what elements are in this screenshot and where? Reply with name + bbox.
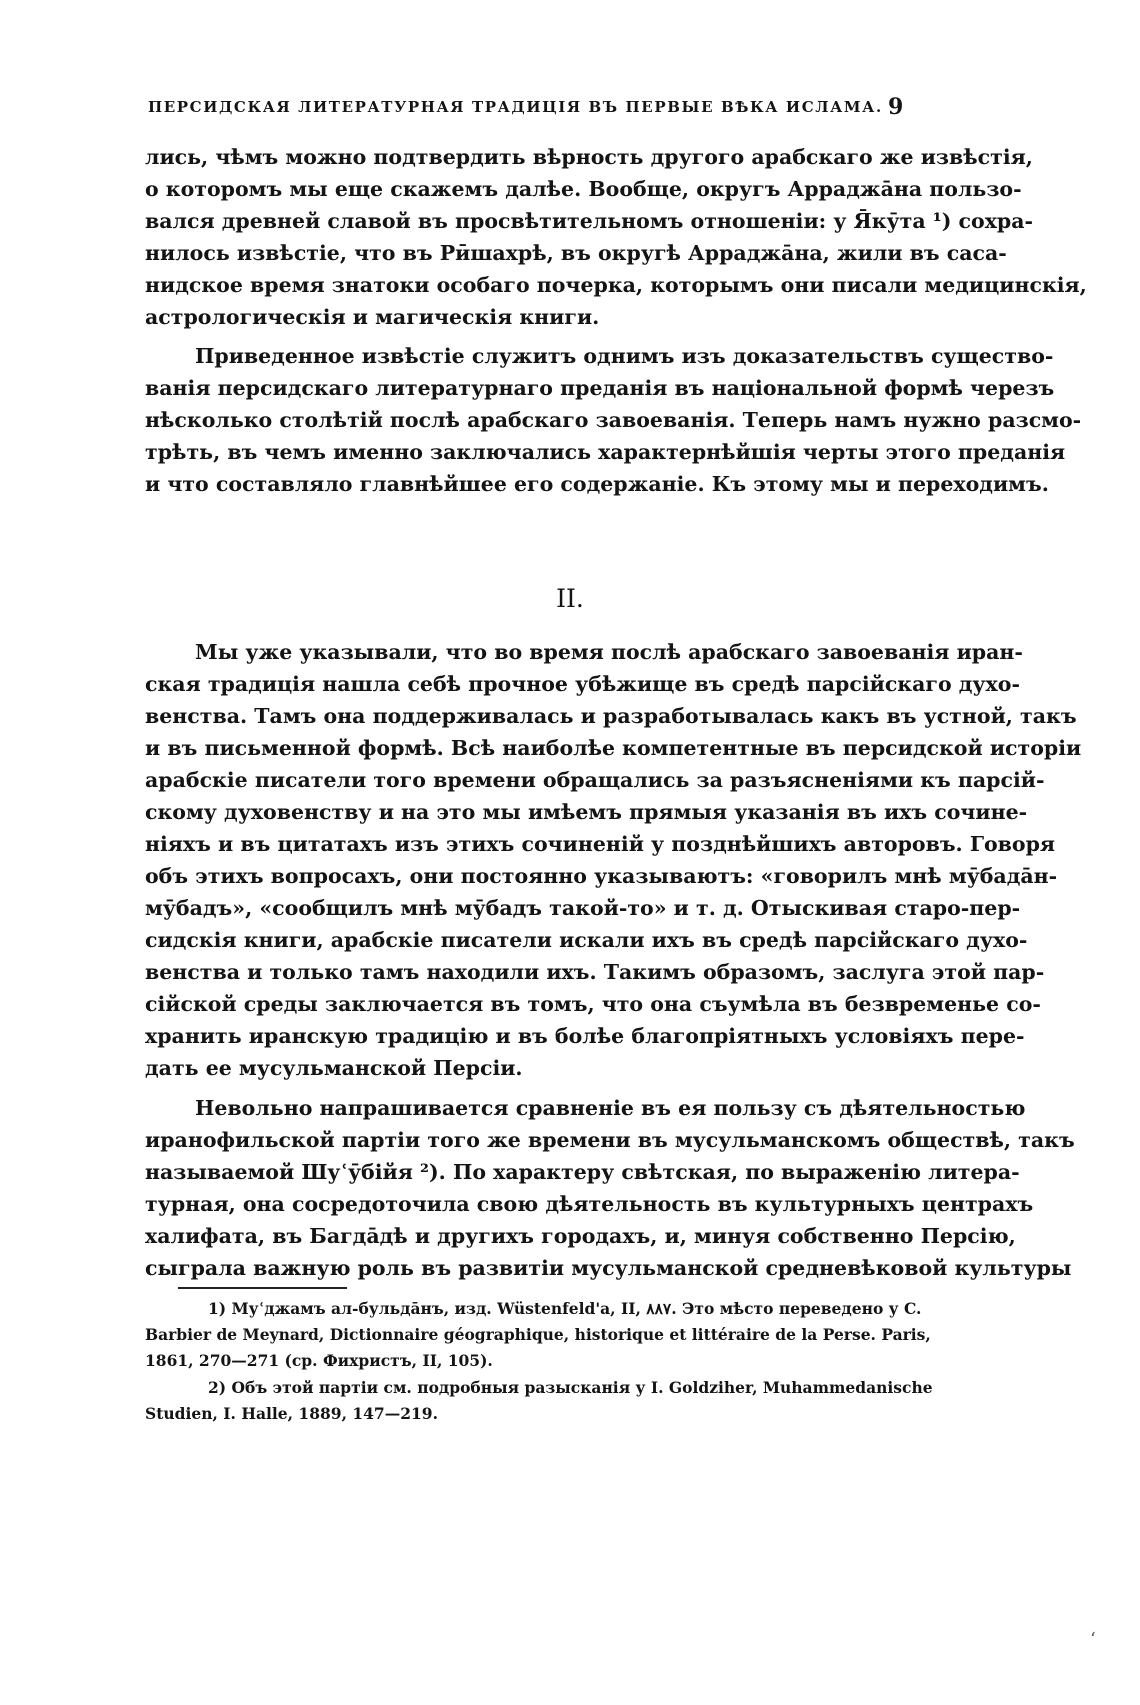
text-line: ская традиція нашла себѣ прочное убѣжище въ средѣ парсійскаго духо- [145,672,1020,696]
text-line: Приведенное извѣстіе служитъ однимъ изъ доказательствъ существо- [195,344,1054,368]
text-line: Невольно напрашивается сравненіе въ ея пользу съ дѣятельностью [195,1096,1026,1120]
text-line: арабскіе писатели того времени обращались за разъясненіями къ парсій- [145,768,1045,792]
footnote-line: Studien, I. Halle, 1889, 147—219. [145,1404,438,1423]
chapter-heading: II. [556,584,584,613]
running-header: ПЕРСИДСКАЯ ЛИТЕРАТУРНАЯ ТРАДИЦІЯ ВЪ ПЕРВЫЕ ВѢКА ИСЛАМА. [148,98,883,116]
text-line: и что составляло главнѣйшее его содержаніе. Къ этому мы и переходимъ. [145,472,1049,496]
text-line: иранофильской партіи того же времени въ мусульманскомъ обществѣ, такъ [145,1128,1075,1152]
text-line: вался древней славой въ просвѣтительномъ отношеніи: у Я̄кӯта ¹) сохра- [145,209,1034,233]
text-line: нѣсколько столѣтій послѣ арабскаго завоеванія. Теперь намъ нужно разсмо- [145,408,1082,432]
footnote-separator [178,1287,347,1289]
text-line: сійской среды заключается въ томъ, что она съумѣла въ безвременье со- [145,992,1041,1016]
footnote-line: 1) Муʿджамъ ал-бульда̄нъ, изд. Wüstenfeld'a, II, ٨٨٧. Это мѣсто переведено у C. [208,1299,922,1318]
text-line: дать ее мусульманской Персіи. [145,1056,523,1080]
text-line: Мы уже указывали, что во время послѣ арабскаго завоеванія иран- [195,640,1023,664]
text-line: мӯбадъ», «сообщилъ мнѣ мӯбадъ такой-то» и т. д. Отыскивая старо-пер- [145,896,1021,920]
scan-speck: ʻ [1090,1629,1096,1650]
text-line: сыграла важную роль въ развитіи мусульманской средневѣковой культуры [145,1256,1072,1280]
text-line: астрологическія и магическія книги. [145,305,600,329]
text-line: халифата, въ Багда̄дѣ и другихъ городахъ, и, минуя собственно Персію, [145,1224,1016,1248]
text-line: лись, чѣмъ можно подтвердить вѣрность другого арабскаго же извѣстія, [145,145,1033,169]
text-line: хранить иранскую традицію и въ болѣе благопріятныхъ условіяхъ пере- [145,1024,1025,1048]
footnote-line: Barbier de Meynard, Dictionnaire géographique, historique et littéraire de la Perse. Paris, [145,1325,931,1344]
text-line: турная, она сосредоточила свою дѣятельность въ культурныхъ центрахъ [145,1192,1034,1216]
text-line: и въ письменной формѣ. Всѣ наиболѣе компетентные въ персидской исторіи [145,736,1082,760]
text-line: нилось извѣстіе, что въ Рӣшахрѣ, въ округѣ Арраджа̄на, жили въ саса- [145,241,1007,265]
text-line: называемой Шуʿӯбійя ²). По характеру свѣтская, по выраженію литера- [145,1160,1020,1184]
text-line: скому духовенству и на это мы имѣемъ прямыя указанія въ ихъ сочине- [145,800,1028,824]
text-line: венства и только тамъ находили ихъ. Такимъ образомъ, заслуга этой пар- [145,960,1045,984]
text-line: о которомъ мы еще скажемъ далѣе. Вообще, округъ Арраджа̄на пользо- [145,177,1022,201]
text-line: ванія персидскаго литературнаго преданія въ національной формѣ черезъ [145,376,1055,400]
text-line: нидское время знатоки особаго почерка, которымъ они писали медицинскія, [145,273,1087,297]
text-line: ніяхъ и въ цитатахъ изъ этихъ сочиненій у позднѣйшихъ авторовъ. Говоря [145,832,1056,856]
footnote-line: 1861, 270—271 (ср. Фихристъ, II, 105). [145,1351,493,1370]
text-line: трѣть, въ чемъ именно заключались характернѣйшія черты этого преданія [145,440,1066,464]
text-line: объ этихъ вопросахъ, они постоянно указываютъ: «говорилъ мнѣ мӯбада̄н- [145,864,1058,888]
text-line: сидскія книги, арабскіе писатели искали ихъ въ средѣ парсійскаго духо- [145,928,1028,952]
page-number: 9 [888,94,904,120]
footnote-line: 2) Объ этой партіи см. подробныя разысканія у I. Goldziher, Muhammedanische [208,1378,933,1397]
text-line: венства. Тамъ она поддерживалась и разработывалась какъ въ устной, такъ [145,704,1077,728]
